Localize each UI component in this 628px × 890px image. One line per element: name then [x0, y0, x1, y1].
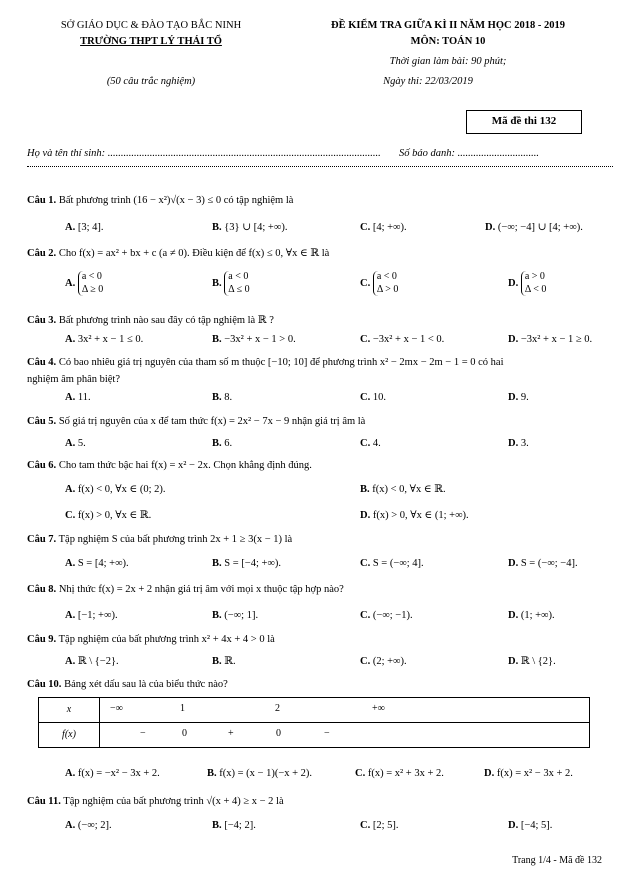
- question-3: Câu 3. Bất phương trình nào sau đây có tập nghiệm là ℝ ?: [27, 315, 274, 326]
- dept-name: SỞ GIÁO DỤC & ĐÀO TẠO BẮC NINH: [60, 20, 242, 31]
- q8-option-c[interactable]: C. (−∞; −1).: [360, 610, 413, 621]
- q2-option-b[interactable]: B. a < 0 Δ ≤ 0: [212, 271, 250, 295]
- option-letter: D.: [508, 656, 519, 667]
- q8-option-a[interactable]: A. [−1; +∞).: [65, 610, 118, 621]
- q7-option-c[interactable]: C. S = (−∞; 4].: [360, 558, 424, 569]
- question-7: Câu 7. Tập nghiệm S của bất phương trình 2x + 1 ≥ 3(x − 1) là: [27, 534, 293, 545]
- x-tick: 2: [275, 703, 280, 714]
- q3-option-c[interactable]: C. −3x² + x − 1 < 0.: [360, 334, 445, 345]
- option-letter: D.: [508, 392, 519, 403]
- option-letter: C.: [355, 768, 366, 779]
- q5-option-d[interactable]: D. 3.: [508, 438, 529, 449]
- option-letter: C.: [360, 820, 371, 831]
- option-letter: B.: [212, 222, 222, 233]
- question-5: Câu 5. Số giá trị nguyên của x để tam thức f(x) = 2x² − 7x − 9 nhận giá trị âm là: [27, 416, 366, 427]
- option-letter: B.: [212, 438, 222, 449]
- q2-option-d[interactable]: D. a > 0 Δ < 0: [508, 271, 547, 295]
- question-1: Câu 1. Bất phương trình (16 − x²)√(x − 3) ≤ 0 có tập nghiệm là: [27, 195, 294, 206]
- question-9: Câu 9. Tập nghiệm của bất phương trình x² + 4x + 4 > 0 là: [27, 634, 275, 645]
- exam-title: ĐỀ KIỂM TRA GIỮA KÌ II NĂM HỌC 2018 - 2019: [331, 20, 565, 31]
- option-letter: A.: [65, 484, 76, 495]
- duration: Thời gian làm bài: 90 phút;: [389, 56, 507, 67]
- option-letter: D.: [508, 610, 519, 621]
- q1-option-c[interactable]: C. [4; +∞).: [360, 222, 407, 233]
- option-letter: A.: [65, 656, 76, 667]
- option-letter: B.: [212, 656, 222, 667]
- option-letter: A.: [65, 768, 76, 779]
- q6-option-c[interactable]: C. f(x) > 0, ∀x ∈ ℝ.: [65, 510, 152, 521]
- sign-table-x-header: x: [39, 698, 100, 723]
- option-letter: C.: [360, 438, 371, 449]
- option-letter: D.: [508, 438, 519, 449]
- q9-option-c[interactable]: C. (2; +∞).: [360, 656, 407, 667]
- option-letter: B.: [360, 484, 370, 495]
- sign-value: −: [140, 728, 146, 739]
- sign-value: 0: [276, 728, 281, 739]
- divider: [27, 166, 613, 167]
- option-letter: D.: [508, 820, 519, 831]
- option-letter: C.: [360, 392, 371, 403]
- q10-option-d[interactable]: D. f(x) = x² − 3x + 2.: [484, 768, 573, 779]
- q9-option-d[interactable]: D. ℝ \ {2}.: [508, 656, 556, 667]
- option-letter: D.: [485, 222, 496, 233]
- sign-value: −: [324, 728, 330, 739]
- exam-code-box: Mã đề thi 132: [466, 110, 582, 134]
- q3-option-b[interactable]: B. −3x² + x − 1 > 0.: [212, 334, 296, 345]
- sign-table-f-header: f(x): [39, 723, 100, 748]
- option-letter: A.: [65, 222, 76, 233]
- sign-value: 0: [182, 728, 187, 739]
- q6-option-a[interactable]: A. f(x) < 0, ∀x ∈ (0; 2).: [65, 484, 166, 495]
- q10-option-a[interactable]: A. f(x) = −x² − 3x + 2.: [65, 768, 160, 779]
- q9-option-a[interactable]: A. ℝ \ {−2}.: [65, 656, 119, 667]
- q5-option-a[interactable]: A. 5.: [65, 438, 86, 449]
- q1-option-b[interactable]: B. {3} ∪ [4; +∞).: [212, 222, 288, 233]
- q4-option-b[interactable]: B. 8.: [212, 392, 233, 403]
- option-letter: C.: [360, 610, 371, 621]
- option-letter: C.: [360, 334, 371, 345]
- option-letter: A.: [65, 392, 76, 403]
- q8-option-b[interactable]: B. (−∞; 1].: [212, 610, 259, 621]
- q4-option-c[interactable]: C. 10.: [360, 392, 386, 403]
- question-4-cont: nghiệm âm phân biệt?: [27, 374, 121, 385]
- q10-option-b[interactable]: B. f(x) = (x − 1)(−x + 2).: [207, 768, 313, 779]
- x-tick: −∞: [110, 703, 123, 714]
- q7-option-d[interactable]: D. S = (−∞; −4].: [508, 558, 578, 569]
- q1-option-a[interactable]: A. [3; 4].: [65, 222, 104, 233]
- sign-table-x-row: [100, 698, 590, 723]
- q2-option-c[interactable]: C. a < 0 Δ > 0: [360, 271, 399, 295]
- option-letter: B.: [212, 392, 222, 403]
- option-letter: A.: [65, 558, 76, 569]
- q6-option-b[interactable]: B. f(x) < 0, ∀x ∈ ℝ.: [360, 484, 446, 495]
- question-4: Câu 4. Có bao nhiêu giá trị nguyên của tham số m thuộc [−10; 10] để phương trình x² − 2mx − 2m − 1 = 0 có hai: [27, 357, 504, 368]
- option-letter: B.: [212, 820, 222, 831]
- q4-option-d[interactable]: D. 9.: [508, 392, 529, 403]
- question-count-note: (50 câu trắc nghiệm): [106, 76, 196, 87]
- q4-option-a[interactable]: A. 11.: [65, 392, 91, 403]
- sign-value: +: [228, 728, 234, 739]
- option-letter: C.: [360, 558, 371, 569]
- q1-option-d[interactable]: D. (−∞; −4] ∪ [4; +∞).: [485, 222, 583, 233]
- exam-date: Ngày thi: 22/03/2019: [383, 76, 473, 87]
- option-letter: D.: [508, 334, 519, 345]
- option-letter: B.: [212, 334, 222, 345]
- x-tick: +∞: [372, 703, 385, 714]
- option-letter: C.: [360, 656, 371, 667]
- question-2: Câu 2. Cho f(x) = ax² + bx + c (a ≠ 0). Điều kiện để f(x) ≤ 0, ∀x ∈ ℝ là: [27, 248, 330, 259]
- q6-option-d[interactable]: D. f(x) > 0, ∀x ∈ (1; +∞).: [360, 510, 469, 521]
- option-letter: A.: [65, 438, 76, 449]
- question-11: Câu 11. Tập nghiệm của bất phương trình √(x + 4) ≥ x − 2 là: [27, 796, 284, 807]
- option-letter: D.: [508, 558, 519, 569]
- question-8: Câu 8. Nhị thức f(x) = 2x + 2 nhận giá trị âm với mọi x thuộc tập hợp nào?: [27, 584, 344, 595]
- option-letter: B.: [212, 610, 222, 621]
- q2-option-a[interactable]: A. a < 0 Δ ≥ 0: [65, 271, 104, 295]
- q7-option-a[interactable]: A. S = [4; +∞).: [65, 558, 129, 569]
- subject: MÔN: TOÁN 10: [410, 36, 486, 47]
- q3-option-a[interactable]: A. 3x² + x − 1 ≤ 0.: [65, 334, 144, 345]
- option-letter: D.: [484, 768, 495, 779]
- option-letter: C.: [65, 510, 76, 521]
- option-letter: C.: [360, 222, 371, 233]
- q7-option-b[interactable]: B. S = [−4; +∞).: [212, 558, 282, 569]
- option-letter: B.: [207, 768, 217, 779]
- q11-option-b[interactable]: B. [−4; 2].: [212, 820, 256, 831]
- question-6: Câu 6. Cho tam thức bậc hai f(x) = x² − 2x. Chọn khẳng định đúng.: [27, 460, 312, 471]
- school-name: TRƯỜNG THPT LÝ THÁI TỔ: [80, 36, 222, 47]
- option-letter: A.: [65, 820, 76, 831]
- question-10: Câu 10. Bảng xét dấu sau là của biểu thức nào?: [27, 679, 228, 690]
- candidate-name-field: Họ và tên thí sinh: ........................................................................................................: [27, 148, 381, 159]
- q9-option-b[interactable]: B. ℝ.: [212, 656, 236, 667]
- sign-table-f-row: [100, 723, 590, 748]
- q11-option-c[interactable]: C. [2; 5].: [360, 820, 399, 831]
- page-footer: Trang 1/4 - Mã đề 132: [512, 855, 602, 866]
- option-letter: B.: [212, 558, 222, 569]
- option-letter: D.: [360, 510, 371, 521]
- q8-option-d[interactable]: D. (1; +∞).: [508, 610, 555, 621]
- q11-option-d[interactable]: D. [−4; 5].: [508, 820, 553, 831]
- sign-table: [38, 697, 590, 748]
- q10-option-c[interactable]: C. f(x) = x² + 3x + 2.: [355, 768, 444, 779]
- x-tick: 1: [180, 703, 185, 714]
- candidate-number-field: Số báo danh: ...............................: [399, 148, 539, 159]
- q3-option-d[interactable]: D. −3x² + x − 1 ≥ 0.: [508, 334, 593, 345]
- q11-option-a[interactable]: A. (−∞; 2].: [65, 820, 112, 831]
- option-letter: A.: [65, 610, 76, 621]
- q5-option-c[interactable]: C. 4.: [360, 438, 381, 449]
- q5-option-b[interactable]: B. 6.: [212, 438, 233, 449]
- option-letter: A.: [65, 334, 76, 345]
